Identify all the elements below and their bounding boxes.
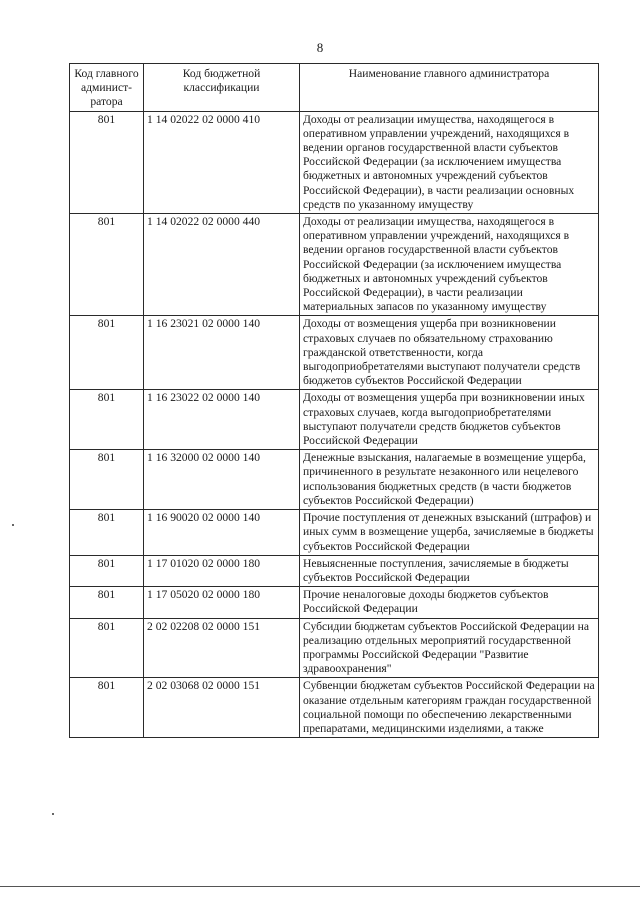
kbk-cell: 1 16 23022 02 0000 140 [144, 390, 300, 450]
admin-code-cell: 801 [70, 618, 144, 678]
table-row [70, 618, 599, 678]
kbk-cell: 1 16 23021 02 0000 140 [144, 316, 300, 390]
kbk-cell: 1 14 02022 02 0000 410 [144, 111, 300, 213]
header-kbk: Код бюджетной классификации [144, 64, 300, 112]
admin-code-cell: 801 [70, 510, 144, 556]
admin-name-cell: Доходы от реализации имущества, находящегося в оперативном управлении учреждений, находящихся в ведении органов государственной власти субъектов Российской Федерации (за исключением имущества бюджетных и автономных учреждений субъектов Российской Федерации), в части реализации материальных запасов по указанному имуществу [300, 214, 599, 316]
admin-code-cell: 801 [70, 555, 144, 586]
kbk-cell: 1 16 32000 02 0000 140 [144, 450, 300, 510]
table-row [70, 316, 599, 390]
table-row [70, 678, 599, 738]
table-row [70, 450, 599, 510]
kbk-cell: 1 17 01020 02 0000 180 [144, 555, 300, 586]
admin-name-cell: Денежные взыскания, налагаемые в возмещение ущерба, причиненного в результате незаконного или нецелевого использования бюджетных средств (в части бюджетов субъектов Российской Федерации) [300, 450, 599, 510]
admin-name-cell: Невыясненные поступления, зачисляемые в бюджеты субъектов Российской Федерации [300, 555, 599, 586]
table-row [70, 510, 599, 556]
kbk-cell: 1 14 02022 02 0000 440 [144, 214, 300, 316]
kbk-cell: 2 02 03068 02 0000 151 [144, 678, 300, 738]
page-bottom-rule [0, 886, 640, 887]
page-number: 8 [316, 40, 324, 55]
table-row [70, 390, 599, 450]
admin-name-cell: Доходы от возмещения ущерба при возникновении иных страховых случаев, когда выгодоприобретателями выступают получатели средств бюджетов субъектов Российской Федерации [300, 390, 599, 450]
scan-speck [52, 813, 54, 815]
admin-code-cell: 801 [70, 450, 144, 510]
header-admin-name: Наименование главного администратора [300, 64, 599, 112]
table-row [70, 555, 599, 586]
table-row [70, 587, 599, 618]
admin-name-cell: Прочие поступления от денежных взысканий (штрафов) и иных сумм в возмещение ущерба, зачисляемые в бюджеты субъектов Российской Федерации [300, 510, 599, 556]
admin-code-cell: 801 [70, 587, 144, 618]
admin-name-cell: Прочие неналоговые доходы бюджетов субъектов Российской Федерации [300, 587, 599, 618]
kbk-cell: 2 02 02208 02 0000 151 [144, 618, 300, 678]
admin-code-cell: 801 [70, 390, 144, 450]
table-row [70, 214, 599, 316]
scan-speck [12, 524, 14, 526]
admin-code-cell: 801 [70, 111, 144, 213]
admin-code-cell: 801 [70, 214, 144, 316]
admin-name-cell: Субвенции бюджетам субъектов Российской Федерации на оказание отдельным категориям граждан государственной социальной помощи по обеспечению лекарственными препаратами, медицинскими изделиями, а также [300, 678, 599, 738]
kbk-cell: 1 16 90020 02 0000 140 [144, 510, 300, 556]
table-header-row [70, 64, 599, 112]
admin-name-cell: Доходы от реализации имущества, находящегося в оперативном управлении учреждений, находящихся в ведении органов государственной власти субъектов Российской Федерации (за исключением имущества бюджетных и автономных учреждений субъектов Российской Федерации), в части реализации основных средств по указанному имуществу [300, 111, 599, 213]
admin-code-cell: 801 [70, 678, 144, 738]
table-row [70, 111, 599, 213]
admin-name-cell: Субсидии бюджетам субъектов Российской Федерации на реализацию отдельных мероприятий государственной программы Российской Федерации "Развитие здравоохранения" [300, 618, 599, 678]
header-admin-code: Код главного админист-ратора [70, 64, 144, 112]
admin-name-cell: Доходы от возмещения ущерба при возникновении страховых случаев по обязательному страхованию гражданской ответственности, когда выгодоприобретателями выступают получатели средств бюджетов субъектов Российской Федерации [300, 316, 599, 390]
kbk-cell: 1 17 05020 02 0000 180 [144, 587, 300, 618]
admin-code-cell: 801 [70, 316, 144, 390]
budget-classification-table [69, 63, 599, 738]
